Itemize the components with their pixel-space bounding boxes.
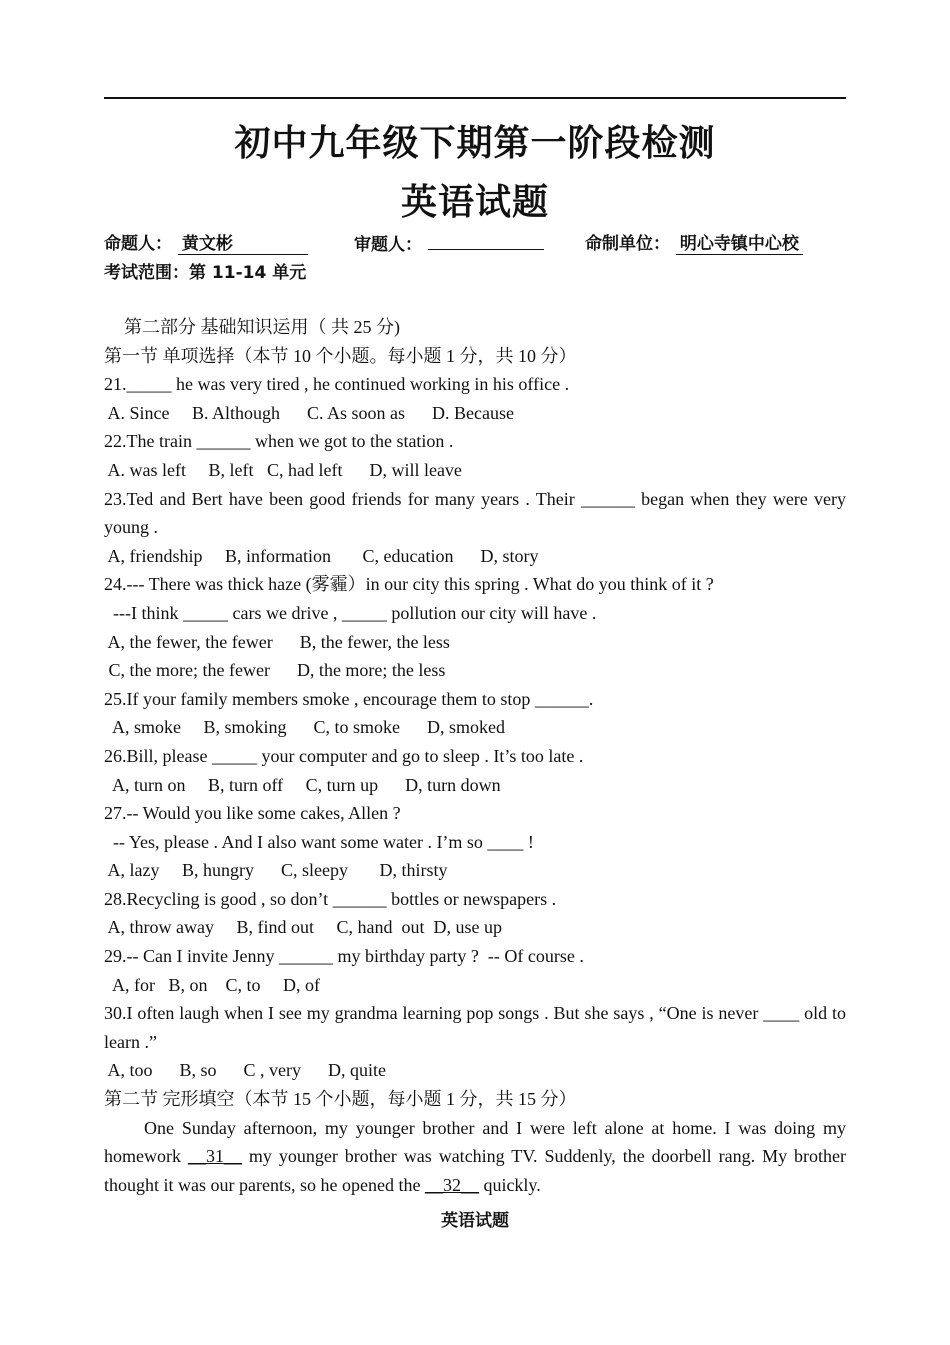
question-line: 23.Ted and Bert have been good friends for many years . Their ______ began when they were very young . (104, 488, 846, 538)
question-line: A, for B, on C, to D, of (104, 974, 320, 995)
question-line: A, turn on B, turn off C, turn up D, turn down (104, 774, 501, 795)
question-line: -- Yes, please . And I also want some water . I’m so ____ ! (104, 831, 534, 852)
author-value: 黄文彬 (178, 234, 308, 255)
unit-value: 明心寺镇中心校 (676, 234, 803, 255)
question-line: 27.-- Would you like some cakes, Allen ? (104, 803, 401, 824)
reviewer-label: 审题人： (354, 235, 422, 255)
blank-31: __31__ (187, 1146, 242, 1167)
question-line: A, the fewer, the fewer B, the fewer, the less (104, 631, 450, 652)
passage-text-2: my younger brother was watching TV. Suddenly, the doorbell rang. My brother thought it was our parents, so he opened the (104, 1146, 847, 1195)
question-body (104, 313, 846, 1199)
question-line: A, throw away B, find out C, hand out D, use up (104, 917, 502, 938)
part2-title: 第二节 完形填空（本节 15 个小题，每小题 1 分，共 15 分） (104, 1089, 577, 1110)
question-line: A, lazy B, hungry C, sleepy D, thirsty (104, 860, 448, 881)
exam-title: 初中九年级下期第一阶段检测 (234, 122, 716, 164)
header-rule (104, 97, 846, 99)
exam-subtitle: 英语试题 (400, 181, 549, 223)
question-line: 26.Bill, please _____ your computer and go to sleep . It’s too late . (104, 745, 584, 766)
question-line: 24.--- There was thick haze (雾霾）in our city this spring . What do you think of it ? (104, 574, 714, 595)
part1-title: 第一节 单项选择（本节 10 个小题。每小题 1 分，共 10 分） (104, 345, 577, 366)
question-line: 28.Recycling is good , so don’t ______ bottles or newspapers . (104, 888, 557, 909)
question-line: A, smoke B, smoking C, to smoke D, smoked (104, 717, 506, 738)
cloze-passage (104, 1114, 846, 1200)
question-line: A. Since B. Although C. As soon as D. Because (104, 402, 514, 423)
question-line: 30.I often laugh when I see my grandma learning pop songs . But she says , “One is never ____ old to learn .” (104, 1003, 846, 1052)
passage-text-1: One Sunday afternoon, my younger brother and I were left alone at home. I was doing my homework (104, 1117, 846, 1167)
question-line: 21._____ he was very tired , he continued working in his office . (104, 374, 570, 395)
reviewer-value (428, 229, 544, 250)
multiple-choice-list (104, 370, 846, 1085)
blank-32: __32__ (424, 1174, 479, 1195)
author-label: 命题人： (104, 234, 172, 254)
passage-text-3: quickly. (478, 1174, 541, 1195)
question-line: A, too B, so C , very D, quite (104, 1060, 386, 1081)
question-line: 22.The train ______ when we got to the station . (104, 431, 454, 452)
unit-field (585, 229, 803, 255)
section-title: 第二部分 基础知识运用（ 共 25 分) (124, 317, 400, 337)
author-field (104, 229, 308, 255)
question-line: C, the more; the fewer D, the more; the less (104, 660, 446, 681)
unit-label: 命制单位： (585, 234, 670, 254)
exam-scope: 考试范围：第 11-14 单元 (104, 263, 307, 283)
question-line: A, friendship B, information C, education D, story (104, 545, 539, 566)
page-footer: 英语试题 (441, 1211, 509, 1231)
question-line: 29.-- Can I invite Jenny ______ my birthday party ? -- Of course . (104, 946, 584, 967)
question-line: A. was left B, left C, had left D, will leave (104, 459, 462, 480)
question-line: 25.If your family members smoke , encourage them to stop ______. (104, 688, 594, 709)
question-line: ---I think _____ cars we drive , _____ pollution our city will have . (104, 602, 597, 623)
reviewer-field (354, 229, 544, 255)
